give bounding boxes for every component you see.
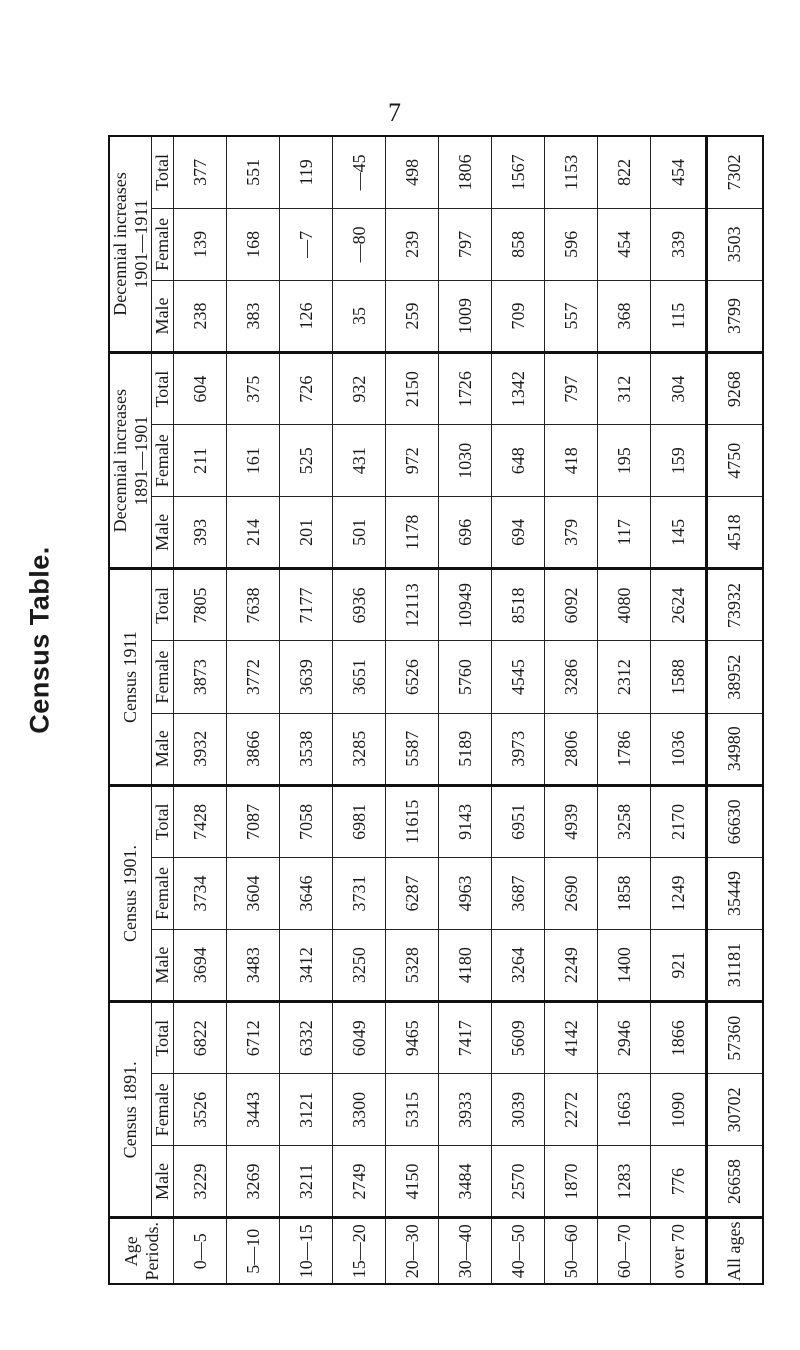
value-cell: 5328 [386, 930, 439, 1002]
value-cell: 726 [280, 353, 333, 425]
value-cell: 3731 [333, 857, 386, 929]
total-value-cell: 4750 [706, 425, 763, 497]
table-row [545, 136, 598, 1284]
value-cell: 1866 [651, 1002, 706, 1074]
value-cell: 454 [651, 136, 706, 208]
value-cell: 3526 [174, 1074, 227, 1146]
value-cell: 368 [598, 280, 651, 352]
value-cell: 259 [386, 280, 439, 352]
value-cell: 3121 [280, 1074, 333, 1146]
value-cell: 3264 [492, 930, 545, 1002]
value-cell: 3229 [174, 1146, 227, 1218]
column-header-male: Male [152, 930, 174, 1002]
value-cell: 3866 [227, 713, 280, 785]
total-value-cell: 57360 [706, 1002, 763, 1074]
sub-header-row [152, 136, 174, 1284]
value-cell: 161 [227, 425, 280, 497]
value-cell: 126 [280, 280, 333, 352]
value-cell: 3484 [439, 1146, 492, 1218]
age-period-cell: 10—15 [280, 1218, 333, 1284]
total-value-cell: 66630 [706, 785, 763, 857]
value-cell: 2690 [545, 857, 598, 929]
value-cell: —45 [333, 136, 386, 208]
value-cell: 4080 [598, 569, 651, 641]
value-cell: 6049 [333, 1002, 386, 1074]
value-cell: 1400 [598, 930, 651, 1002]
value-cell: 6936 [333, 569, 386, 641]
value-cell: 858 [492, 208, 545, 280]
value-cell: 12113 [386, 569, 439, 641]
value-cell: 7417 [439, 1002, 492, 1074]
value-cell: 339 [651, 208, 706, 280]
value-cell: 145 [651, 497, 706, 569]
value-cell: 3604 [227, 857, 280, 929]
value-cell: 6981 [333, 785, 386, 857]
value-cell: 168 [227, 208, 280, 280]
value-cell: 501 [333, 497, 386, 569]
value-cell: 119 [280, 136, 333, 208]
decennial-1901-1911-header [109, 136, 152, 353]
column-header-female: Female [152, 857, 174, 929]
value-cell: 117 [598, 497, 651, 569]
value-cell: 1588 [651, 641, 706, 713]
value-cell: 4545 [492, 641, 545, 713]
value-cell: 454 [598, 208, 651, 280]
age-period-cell: 0—5 [174, 1218, 227, 1284]
total-value-cell: 3503 [706, 208, 763, 280]
census-1911-header: Census 1911 [109, 569, 152, 785]
page-number: 7 [388, 98, 401, 127]
value-cell: 3873 [174, 641, 227, 713]
total-value-cell: 3799 [706, 280, 763, 352]
census-table [108, 135, 764, 1285]
column-header-total: Total [152, 569, 174, 641]
value-cell: 6332 [280, 1002, 333, 1074]
value-cell: 604 [174, 353, 227, 425]
age-period-cell: 5—10 [227, 1218, 280, 1284]
value-cell: 1283 [598, 1146, 651, 1218]
value-cell: 3932 [174, 713, 227, 785]
value-cell: 972 [386, 425, 439, 497]
value-cell: 2249 [545, 930, 598, 1002]
value-cell: 3772 [227, 641, 280, 713]
table-body [174, 136, 763, 1284]
value-cell: 6287 [386, 857, 439, 929]
value-cell: 2272 [545, 1074, 598, 1146]
value-cell: 3651 [333, 641, 386, 713]
value-cell: 6822 [174, 1002, 227, 1074]
value-cell: 10949 [439, 569, 492, 641]
all-ages-label: All ages [706, 1218, 763, 1284]
value-cell: 551 [227, 136, 280, 208]
value-cell: 3300 [333, 1074, 386, 1146]
value-cell: 214 [227, 497, 280, 569]
value-cell: 393 [174, 497, 227, 569]
value-cell: 1806 [439, 136, 492, 208]
value-cell: 776 [651, 1146, 706, 1218]
value-cell: 375 [227, 353, 280, 425]
table-row [174, 136, 227, 1284]
total-value-cell: 35449 [706, 857, 763, 929]
value-cell: 4939 [545, 785, 598, 857]
value-cell: 498 [386, 136, 439, 208]
column-header-female: Female [152, 425, 174, 497]
value-cell: 5189 [439, 713, 492, 785]
value-cell: 3211 [280, 1146, 333, 1218]
value-cell: 3646 [280, 857, 333, 929]
value-cell: 7428 [174, 785, 227, 857]
total-value-cell: 9268 [706, 353, 763, 425]
value-cell: 694 [492, 497, 545, 569]
side-title: Census Table. [24, 546, 55, 734]
column-header-total: Total [152, 353, 174, 425]
age-period-cell: 15—20 [333, 1218, 386, 1284]
value-cell: 3039 [492, 1074, 545, 1146]
value-cell: 11615 [386, 785, 439, 857]
decennial-1891-1901-line2: 1891—1901 [130, 415, 151, 506]
value-cell: 35 [333, 280, 386, 352]
table-row [492, 136, 545, 1284]
value-cell: 2312 [598, 641, 651, 713]
value-cell: 5760 [439, 641, 492, 713]
value-cell: 379 [545, 497, 598, 569]
value-cell: 5587 [386, 713, 439, 785]
value-cell: 211 [174, 425, 227, 497]
value-cell: 596 [545, 208, 598, 280]
value-cell: 648 [492, 425, 545, 497]
value-cell: 431 [333, 425, 386, 497]
value-cell: 3694 [174, 930, 227, 1002]
value-cell: 195 [598, 425, 651, 497]
value-cell: 7087 [227, 785, 280, 857]
table-row [651, 136, 706, 1284]
value-cell: 1786 [598, 713, 651, 785]
table-row [598, 136, 651, 1284]
group-header-row [109, 136, 152, 1284]
value-cell: 3258 [598, 785, 651, 857]
total-value-cell: 4518 [706, 497, 763, 569]
column-header-male: Male [152, 713, 174, 785]
column-header-male: Male [152, 280, 174, 352]
value-cell: 822 [598, 136, 651, 208]
value-cell: 709 [492, 280, 545, 352]
value-cell: 3269 [227, 1146, 280, 1218]
age-period-cell: 30—40 [439, 1218, 492, 1284]
value-cell: 7058 [280, 785, 333, 857]
value-cell: 2570 [492, 1146, 545, 1218]
age-period-cell: 20—30 [386, 1218, 439, 1284]
table-row [333, 136, 386, 1284]
age-period-cell: 50—60 [545, 1218, 598, 1284]
totals-row [706, 136, 763, 1284]
age-period-cell: 60—70 [598, 1218, 651, 1284]
decennial-1891-1901-line1: Decennial increases [110, 388, 130, 533]
value-cell: 3639 [280, 641, 333, 713]
column-header-male: Male [152, 497, 174, 569]
value-cell: 201 [280, 497, 333, 569]
value-cell: 3443 [227, 1074, 280, 1146]
value-cell: 312 [598, 353, 651, 425]
value-cell: 3250 [333, 930, 386, 1002]
value-cell: 383 [227, 280, 280, 352]
value-cell: 1036 [651, 713, 706, 785]
value-cell: 238 [174, 280, 227, 352]
column-header-female: Female [152, 208, 174, 280]
value-cell: 4963 [439, 857, 492, 929]
value-cell: 3687 [492, 857, 545, 929]
value-cell: 6092 [545, 569, 598, 641]
value-cell: 3538 [280, 713, 333, 785]
decennial-1891-1901-header [109, 353, 152, 569]
value-cell: 1090 [651, 1074, 706, 1146]
value-cell: 1178 [386, 497, 439, 569]
value-cell: 1030 [439, 425, 492, 497]
total-value-cell: 7302 [706, 136, 763, 208]
value-cell: 1663 [598, 1074, 651, 1146]
total-value-cell: 30702 [706, 1074, 763, 1146]
value-cell: 1009 [439, 280, 492, 352]
value-cell: 2806 [545, 713, 598, 785]
value-cell: 1567 [492, 136, 545, 208]
value-cell: 696 [439, 497, 492, 569]
total-value-cell: 38952 [706, 641, 763, 713]
age-period-cell: over 70 [651, 1218, 706, 1284]
value-cell: 1726 [439, 353, 492, 425]
value-cell: 797 [545, 353, 598, 425]
census-table-rotated [108, 135, 764, 1285]
column-header-female: Female [152, 1074, 174, 1146]
value-cell: 2150 [386, 353, 439, 425]
total-value-cell: 34980 [706, 713, 763, 785]
value-cell: 4142 [545, 1002, 598, 1074]
total-value-cell: 73932 [706, 569, 763, 641]
value-cell: 932 [333, 353, 386, 425]
column-header-male: Male [152, 1146, 174, 1218]
table-row [439, 136, 492, 1284]
value-cell: 239 [386, 208, 439, 280]
value-cell: 797 [439, 208, 492, 280]
value-cell: 3286 [545, 641, 598, 713]
value-cell: 1153 [545, 136, 598, 208]
value-cell: 3973 [492, 713, 545, 785]
value-cell: 2749 [333, 1146, 386, 1218]
value-cell: 7638 [227, 569, 280, 641]
table-row [227, 136, 280, 1284]
value-cell: 6712 [227, 1002, 280, 1074]
value-cell: 418 [545, 425, 598, 497]
census-1891-header: Census 1891. [109, 1002, 152, 1218]
value-cell: 3285 [333, 713, 386, 785]
age-periods-header: Age Periods. [109, 1218, 174, 1284]
column-header-total: Total [152, 785, 174, 857]
value-cell: 7805 [174, 569, 227, 641]
column-header-total: Total [152, 136, 174, 208]
column-header-total: Total [152, 1002, 174, 1074]
value-cell: 1342 [492, 353, 545, 425]
value-cell: 4180 [439, 930, 492, 1002]
value-cell: 1858 [598, 857, 651, 929]
value-cell: 304 [651, 353, 706, 425]
value-cell: 5315 [386, 1074, 439, 1146]
total-value-cell: 26658 [706, 1146, 763, 1218]
value-cell: 5609 [492, 1002, 545, 1074]
value-cell: 3933 [439, 1074, 492, 1146]
value-cell: 9465 [386, 1002, 439, 1074]
value-cell: 7177 [280, 569, 333, 641]
value-cell: 2170 [651, 785, 706, 857]
value-cell: 557 [545, 280, 598, 352]
value-cell: 6526 [386, 641, 439, 713]
value-cell: 3412 [280, 930, 333, 1002]
decennial-1901-1911-line1: Decennial increases [110, 172, 130, 316]
table-row [280, 136, 333, 1284]
column-header-female: Female [152, 641, 174, 713]
value-cell: 139 [174, 208, 227, 280]
value-cell: 2624 [651, 569, 706, 641]
value-cell: 9143 [439, 785, 492, 857]
value-cell: 8518 [492, 569, 545, 641]
table-row [386, 136, 439, 1284]
value-cell: 159 [651, 425, 706, 497]
decennial-1901-1911-line2: 1901—1911 [130, 199, 151, 289]
value-cell: 6951 [492, 785, 545, 857]
value-cell: —7 [280, 208, 333, 280]
value-cell: 377 [174, 136, 227, 208]
age-period-cell: 40—50 [492, 1218, 545, 1284]
value-cell: 4150 [386, 1146, 439, 1218]
value-cell: 525 [280, 425, 333, 497]
value-cell: —80 [333, 208, 386, 280]
value-cell: 921 [651, 930, 706, 1002]
value-cell: 1870 [545, 1146, 598, 1218]
value-cell: 2946 [598, 1002, 651, 1074]
total-value-cell: 31181 [706, 930, 763, 1002]
value-cell: 115 [651, 280, 706, 352]
census-1901-header: Census 1901. [109, 785, 152, 1001]
value-cell: 1249 [651, 857, 706, 929]
value-cell: 3483 [227, 930, 280, 1002]
value-cell: 3734 [174, 857, 227, 929]
